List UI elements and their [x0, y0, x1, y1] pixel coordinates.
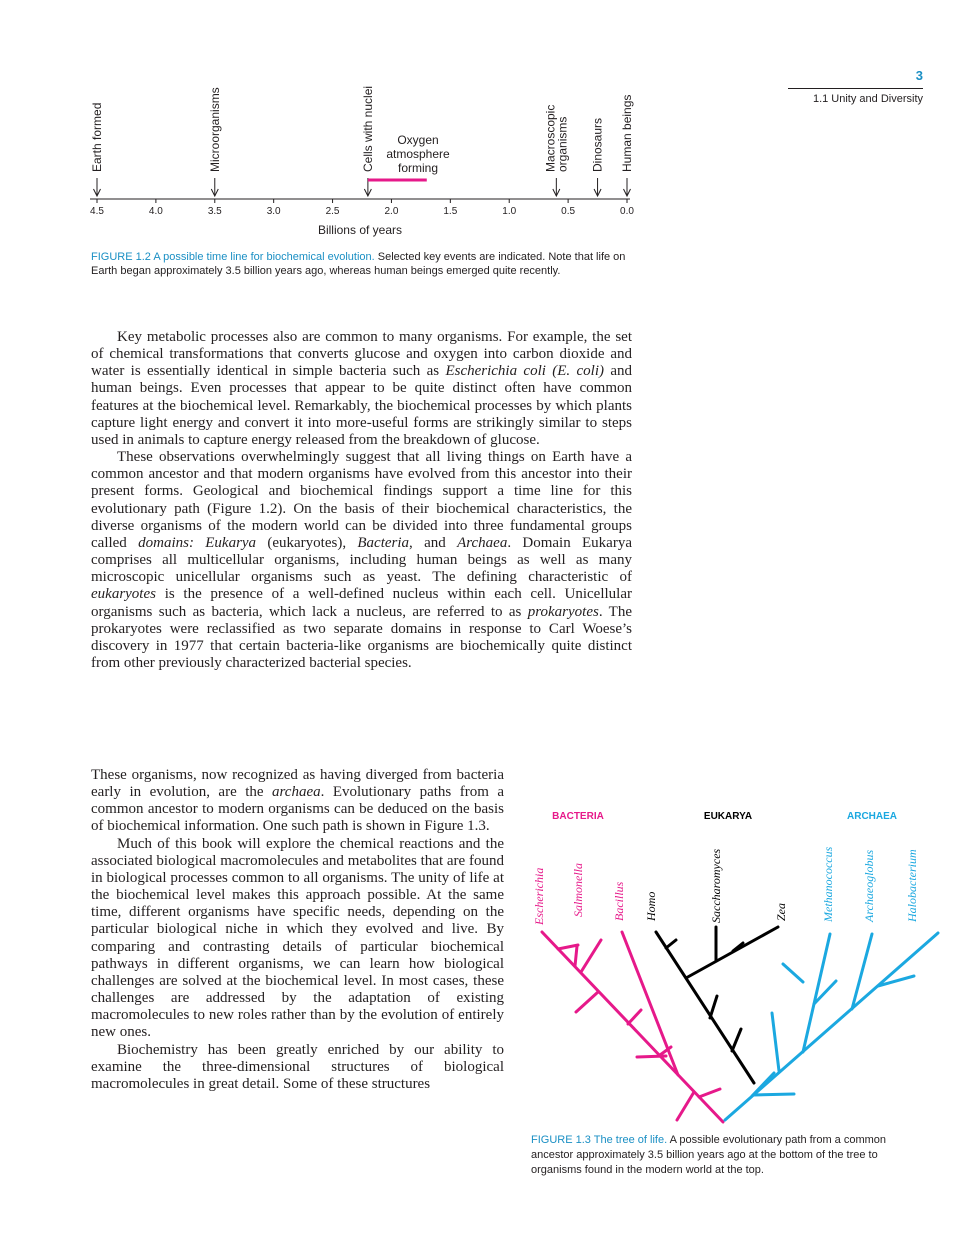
- timeline-tick-label: 3.0: [266, 206, 281, 217]
- bacteria-stub-3: [576, 992, 598, 1012]
- event-label-dinosaurs: Dinosaurs: [590, 117, 605, 172]
- bacteria-stub-6: [637, 1056, 666, 1057]
- timeline-tick-label: 3.5: [207, 206, 222, 217]
- timeline-tick-label: 0.0: [620, 206, 634, 217]
- organism-label-homo: Homo: [644, 891, 658, 921]
- timeline-tick-label: 0.5: [561, 206, 576, 217]
- timeline-figure: [80, 60, 640, 240]
- event-label-macroscopic-organisms: organisms: [555, 116, 570, 172]
- timeline-tick-label: 1.0: [502, 206, 517, 217]
- timeline-xlabel: Billions of years: [317, 223, 403, 237]
- bacteria-stub-4: [628, 1010, 641, 1024]
- archaea-stub-3: [783, 964, 803, 982]
- p2-italic-prokaryotes: prokaryotes: [527, 603, 599, 620]
- organism-label-halobacterium: Halobacterium: [905, 849, 919, 922]
- p1-text: Key metabolic processes also are common to many organisms. For example, the set of chemical transformations that converts glucose and oxygen into carbon dioxide and water is essentially identical in simple bacteria such as: [91, 329, 632, 380]
- eukarya-stub-4: [732, 1029, 741, 1051]
- p2-italic-eukaryotes: eukaryotes: [91, 586, 156, 603]
- section-title: 1.1 Unity and Diversity: [812, 93, 923, 105]
- body-text-narrow: [91, 767, 504, 1093]
- oxygen-label-line3: forming: [397, 161, 439, 175]
- tree-of-life-figure: [520, 800, 940, 1125]
- bacteria-salmonella-branch: [581, 940, 601, 972]
- organism-label-zea: Zea: [774, 903, 788, 921]
- p1-text-b: and human beings. Even processes that appear to be quite distinct often have common features at the biochemical level. Remarkably, the biochemical processes by which plants capture light energy and convert it into more-useful forms are strikingly similar to steps used in animals to capture energy released from the breakdown of glucose.: [91, 363, 632, 448]
- p2-text-h: . Evolutionary paths from a common ancestor to modern organisms can be deduced on the basis of biochemical information. One such path is shown in Figure 1.3.: [91, 784, 504, 835]
- organism-label-salmonella: Salmonella: [571, 863, 585, 917]
- event-label-microorganisms: Microorganisms: [207, 87, 222, 172]
- timeline-tick-label: 2.0: [384, 206, 399, 217]
- paragraph-3: Much of this book will explore the chemical reactions and the associated biological macromolecules and metabolites that are found in biological processes common to all organisms. The unity of life at the biochemical level makes this approach possible. At the same time, different organisms have specific needs, depending on the particular biological niche in which they evolved and live. By comparing and contrasting details of particular biochemical pathways in different organisms, we can learn how biological challenges are solved at the biochemical level. In most cases, these challenges are addressed by the adaptation of existing macromolecules to new roles rather than by the evolution of entirely new ones.: [91, 835, 504, 1041]
- p2-italic-domains: domains: Eukarya: [138, 534, 257, 551]
- p2-text-d: . Domain Eukarya comprises all multicellular organisms, including human beings as well as many microscopic unicellular organisms such as yeast. The defining characteristic of: [91, 534, 632, 586]
- event-label-macroscopic-organisms: Macroscopic: [543, 104, 558, 172]
- timeline-tick-label: 4.0: [148, 206, 163, 217]
- p2-italic-archaea-2: archaea: [272, 784, 321, 801]
- domain-label-archaea: ARCHAEA: [847, 811, 897, 822]
- paragraph-2-continued: [91, 767, 504, 836]
- timeline-tick-label: 1.5: [443, 206, 458, 217]
- p1-italic: Escherichia coli (E. coli): [445, 363, 604, 380]
- eukarya-branches: [656, 927, 778, 1083]
- bacteria-stub-2: [575, 946, 577, 966]
- p2-text-g: These organisms, now recognized as having diverged from bacteria early in evolution, are the: [91, 767, 504, 801]
- archaea-branches: [725, 933, 938, 1120]
- archaea-stub-6: [754, 1094, 794, 1095]
- domain-label-eukarya: EUKARYA: [703, 811, 753, 822]
- timeline-tick-label: 4.5: [90, 206, 104, 217]
- p2-italic-archaea: Archaea: [457, 534, 508, 551]
- bacteria-stub-1: [558, 945, 578, 949]
- paragraph-4: Biochemistry has been greatly enriched by our ability to examine the three-dimensional structures of biological macromolecules in great detail. Some of these structures: [91, 1041, 504, 1092]
- archaea-stub-2: [772, 1013, 779, 1071]
- figure-1-3-caption-label: FIGURE 1.3 The tree of life.: [531, 1134, 668, 1146]
- paragraph-1: [91, 329, 632, 449]
- oxygen-label-line1: Oxygen: [397, 133, 439, 147]
- p2-text-b: (eukaryotes),: [256, 534, 358, 551]
- eukarya-stub-1: [666, 940, 676, 948]
- page-number: 3: [915, 68, 923, 83]
- timeline-tick-label: 2.5: [325, 206, 340, 217]
- figure-1-2-caption-text: Selected key events are indicated. Note that life on Earth began approximately 3.5 billion years ago, whereas human beings emerged quite recently.: [91, 251, 626, 277]
- event-label-cells-with-nuclei: Cells with nuclei: [360, 85, 375, 172]
- body-text-main: [91, 329, 632, 672]
- paragraph-2: [91, 449, 632, 672]
- event-label-human-beings: Human beings: [620, 94, 634, 172]
- p2-text-c: , and: [409, 534, 458, 551]
- figure-1-3-caption: [531, 1133, 931, 1178]
- figure-1-3-caption-text: A possible evolutionary path from a common ancestor approximately 3.5 billion years ago at the bottom of the tree to organisms found in the modern world at the top.: [531, 1134, 887, 1176]
- bacteria-stub-8: [699, 1089, 720, 1097]
- bacteria-branches: [542, 932, 723, 1122]
- organism-label-bacillus: Bacillus: [612, 881, 626, 921]
- organism-label-saccharomyces: Saccharomyces: [709, 848, 723, 923]
- p2-text-f: . The prokaryotes were reclassified as two separate domains in response to Carl Woese’s discovery in 1977 that certain bacteria-like organisms are biochemically quite distinct from other previously characterized bacterial species.: [91, 603, 632, 671]
- organism-label-methanococcus: Methanococcus: [821, 846, 835, 922]
- eukarya-stub-3: [710, 996, 717, 1018]
- figure-1-2-caption-label: FIGURE 1.2 A possible time line for biochemical evolution.: [91, 251, 375, 263]
- event-label-earth-formed: Earth formed: [90, 102, 104, 172]
- eukarya-zea-branch: [686, 927, 778, 978]
- p2-text-e: is the presence of a well-defined nucleus within each cell. Unicellular organisms such as bacteria, which lack a nucleus, are referred to as: [91, 586, 632, 620]
- organism-label-archaeoglobus: Archaeoglobus: [862, 849, 876, 922]
- p2-italic-bacteria: Bacteria: [357, 534, 410, 551]
- domain-label-bacteria: BACTERIA: [552, 811, 604, 822]
- bacteria-stub-7: [677, 1092, 694, 1120]
- figure-1-2-caption: [91, 250, 636, 278]
- oxygen-label-line2: atmosphere: [386, 147, 450, 161]
- archaea-stub-5: [752, 1073, 774, 1096]
- organism-label-escherichia: Escherichia: [532, 867, 546, 925]
- p2-text-a: These observations overwhelmingly suggest that all living things on Earth have a common ancestor and that modern organisms have evolved from this ancestor into their present forms. Geological and biochemical findings support a time line for this evolutionary path (Figure 1.2). On the basis of their biochemical characteristics, the diverse organisms of the modern world can be divided into three fundamental groups called: [91, 449, 632, 551]
- header-rule: [788, 88, 923, 89]
